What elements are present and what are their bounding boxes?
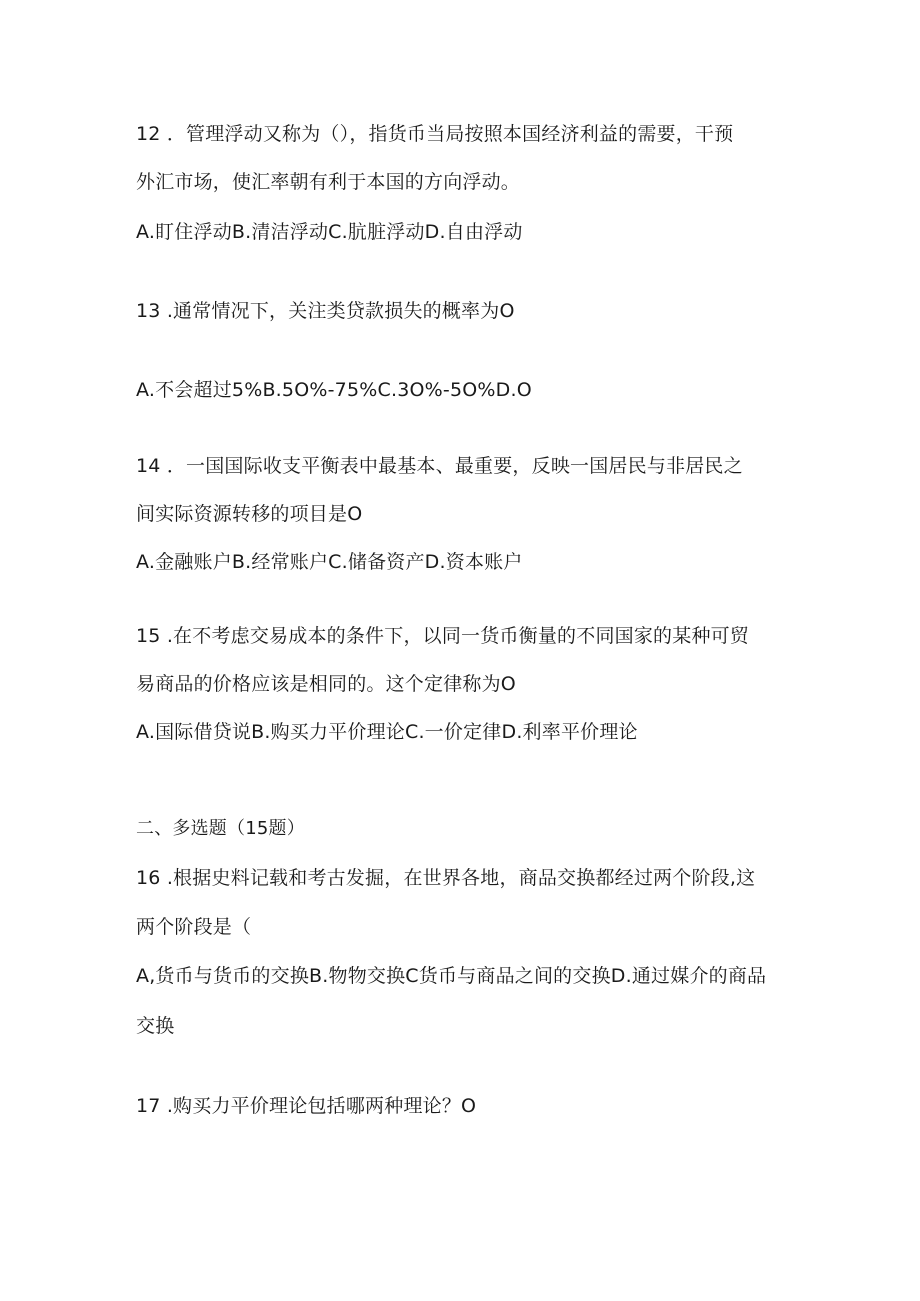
question-16-text-line-2: 两个阶段是（ [136, 916, 252, 938]
question-14-text-line-2: 间实际资源转移的项目是O [136, 503, 363, 525]
question-15-text-line-2: 易商品的价格应该是相同的。这个定律称为O [136, 673, 516, 695]
question-12-text-line-1: 12 ．管理浮动又称为（），指货币当局按照本国经济利益的需要，干预 [136, 123, 734, 145]
question-15-options: A.国际借贷说B.购买力平价理论C.一价定律D.利率平价理论 [136, 721, 638, 743]
question-16-text-line-1: 16 .根据史料记载和考古发掘，在世界各地，商品交换都经过两个阶段,这 [136, 867, 756, 889]
section-heading: 二、多选题（15题） [136, 818, 305, 839]
question-14-text-line-1: 14 ．一国国际收支平衡表中最基本、最重要，反映一国居民与非居民之 [136, 455, 743, 477]
question-12-text-line-2: 外汇市场，使汇率朝有利于本国的方向浮动。 [136, 171, 521, 193]
question-14-options: A.金融账户B.经常账户C.储备资产D.资本账户 [136, 551, 523, 573]
question-17-text: 17 .购买力平价理论包括哪两种理论？O [136, 1095, 477, 1117]
question-12-options: A.盯住浮动B.清洁浮动C.肮脏浮动D.自由浮动 [136, 221, 523, 243]
question-16-options-line-2: 交换 [136, 1015, 175, 1037]
question-13-text: 13 .通常情况下，关注类贷款损失的概率为O [136, 300, 515, 322]
question-13-options: A.不会超过5%B.5O%-75%C.3O%-5O%D.O [136, 379, 532, 401]
question-15-text-line-1: 15 .在不考虑交易成本的条件下，以同一货币衡量的不同国家的某种可贸 [136, 625, 750, 647]
question-16-options-line-1: A,货币与货币的交换B.物物交换C货币与商品之间的交换D.通过媒介的商品 [136, 965, 767, 987]
